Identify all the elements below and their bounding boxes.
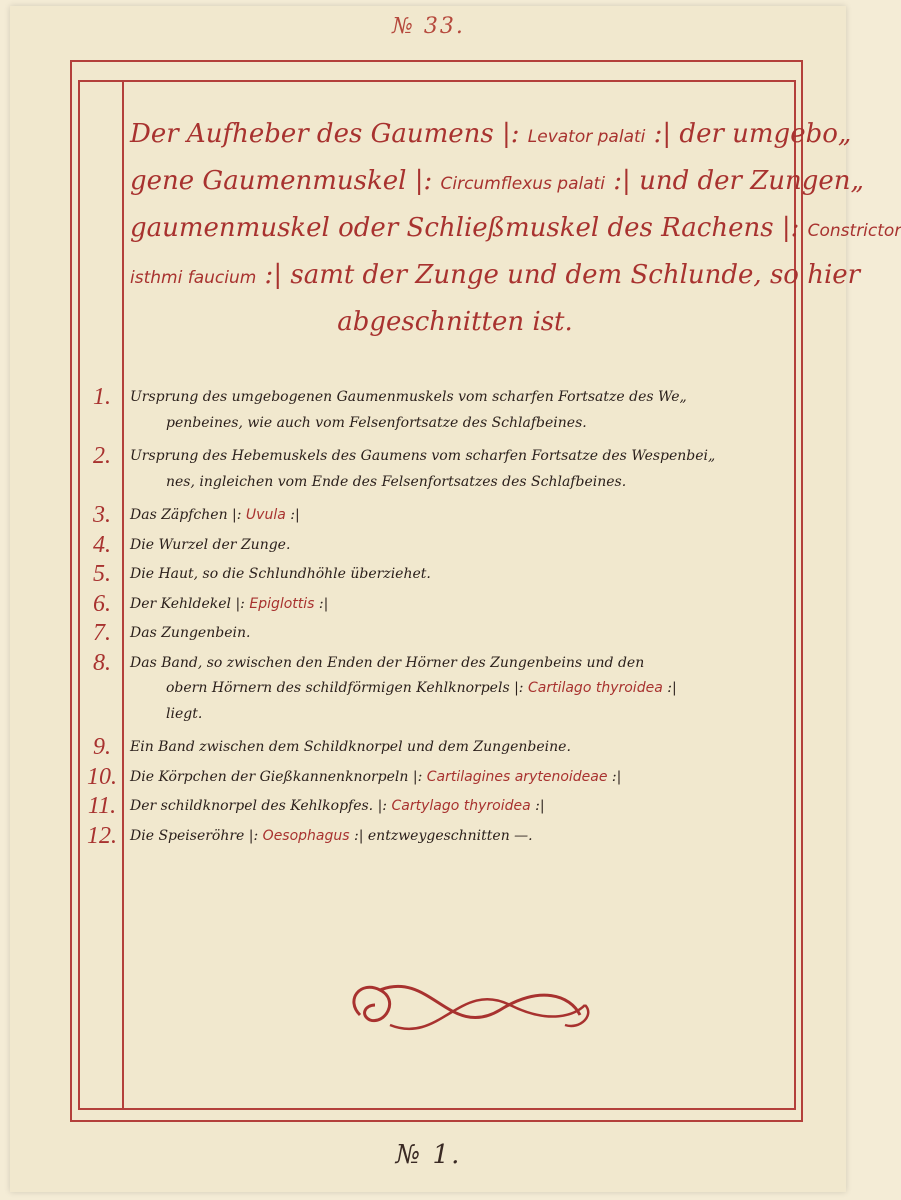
item-number: 10.	[87, 763, 117, 790]
title-latin-term: Circumflexus palati	[440, 174, 606, 194]
title-block	[130, 112, 901, 344]
list-item	[80, 824, 795, 850]
item-segment: Der schildknorpel des Kehlkopfes. |:	[130, 798, 392, 814]
item-line	[130, 651, 795, 677]
item-text	[124, 503, 795, 529]
item-line	[130, 676, 795, 702]
item-text	[124, 533, 795, 559]
item-number: 8.	[93, 649, 111, 676]
list-item	[80, 794, 795, 820]
title-text: gaumenmuskel oder Schließmuskel des Rachens |:	[130, 213, 808, 243]
latin-term: Oesophagus	[262, 827, 350, 844]
item-line	[130, 503, 795, 529]
item-segment: :|	[607, 768, 622, 785]
latin-term: Epiglottis	[249, 595, 315, 612]
title-text: abgeschnitten ist.	[337, 307, 573, 337]
item-text	[124, 824, 795, 850]
list-item	[80, 621, 795, 647]
list-item	[80, 562, 795, 588]
list-item	[80, 765, 795, 791]
item-line	[130, 621, 795, 647]
item-number: 9.	[93, 734, 111, 760]
item-segment: :|	[314, 595, 329, 612]
title-latin-term: Levator palati	[527, 127, 646, 147]
item-segment: :|	[530, 798, 545, 814]
page-number-top: № 33.	[392, 14, 465, 39]
list-item	[80, 592, 795, 618]
item-line	[130, 702, 795, 728]
item-text	[124, 765, 795, 791]
title-text: :| der umgebo„	[645, 119, 852, 149]
ornamental-flourish	[340, 970, 600, 1050]
title-text: :| und der Zungen„	[605, 166, 865, 196]
item-segment: :| entzweygeschnitten —.	[349, 827, 533, 844]
item-line	[130, 470, 795, 496]
item-text	[124, 592, 795, 618]
item-number: 5.	[93, 561, 111, 587]
item-segment: Die Haut, so die Schlundhöhle überziehet.	[130, 566, 431, 582]
item-number: 7.	[93, 620, 111, 646]
title-line	[130, 159, 865, 206]
item-number: 12.	[87, 822, 117, 849]
item-segment: Das Zäpfchen |:	[130, 507, 246, 523]
item-line	[130, 765, 795, 791]
item-segment: Ein Band zwischen dem Schildknorpel und dem Zungenbeine.	[130, 739, 571, 755]
latin-term: Uvula	[245, 507, 286, 523]
item-line	[130, 385, 795, 411]
title-text: gene Gaumenmuskel |:	[130, 166, 441, 196]
item-text	[124, 621, 795, 647]
item-line	[130, 411, 795, 437]
title-line	[130, 112, 852, 159]
list-item	[80, 651, 795, 728]
item-segment: Ursprung des umgebogenen Gaumenmuskels vom scharfen Fortsatze des We„	[130, 389, 687, 405]
item-line	[130, 794, 795, 820]
item-line	[130, 444, 795, 470]
list-item	[80, 735, 795, 761]
item-segment: :|	[285, 507, 300, 523]
item-line	[130, 533, 795, 559]
latin-term: Cartilago thyroidea	[527, 680, 663, 696]
item-segment: liegt.	[166, 705, 203, 722]
title-text: :| samt der Zunge und dem Schlunde, so hier	[256, 260, 861, 290]
item-segment: Das Zungenbein.	[130, 625, 251, 641]
title-latin-term: Constrictor	[807, 221, 901, 241]
item-segment: nes, ingleichen vom Ende des Felsenfortsatzes des Schlafbeines.	[166, 473, 627, 490]
item-line	[130, 824, 795, 850]
list-item	[80, 385, 795, 436]
item-number: 11.	[87, 793, 117, 819]
numbered-list	[80, 385, 795, 853]
item-number: 3.	[93, 502, 111, 528]
list-item	[80, 444, 795, 495]
title-line	[130, 253, 861, 300]
item-text	[124, 562, 795, 588]
item-segment: :|	[662, 680, 677, 696]
item-segment: Das Band, so zwischen den Enden der Hörner des Zungenbeins und den	[130, 654, 645, 671]
item-number: 1.	[93, 384, 111, 410]
item-segment: Die Körpchen der Gießkannenknorpeln |:	[130, 768, 427, 785]
item-number: 4.	[93, 531, 111, 558]
item-text	[124, 444, 795, 495]
item-line	[130, 592, 795, 618]
item-line	[130, 562, 795, 588]
item-text	[124, 385, 795, 436]
item-text	[124, 651, 795, 728]
item-segment: Der Kehldekel |:	[130, 595, 250, 612]
list-item	[80, 533, 795, 559]
list-item	[80, 503, 795, 529]
item-segment: obern Hörnern des schildförmigen Kehlknorpels |:	[166, 680, 528, 696]
page-number-bottom: № 1.	[395, 1140, 462, 1170]
item-segment: Die Speiseröhre |:	[130, 827, 263, 844]
item-segment: Die Wurzel der Zunge.	[130, 536, 291, 553]
title-line	[130, 300, 780, 344]
latin-term: Cartilagines arytenoideae	[426, 768, 608, 785]
item-segment: penbeines, wie auch vom Felsenfortsatze des Schlafbeines.	[166, 414, 587, 431]
title-text: Der Aufheber des Gaumens |:	[130, 119, 528, 149]
item-number: 2.	[93, 443, 111, 469]
title-latin-term: isthmi faucium	[130, 268, 257, 288]
latin-term: Cartylago thyroidea	[391, 798, 531, 814]
item-text	[124, 735, 795, 761]
item-segment: Ursprung des Hebemuskels des Gaumens vom scharfen Fortsatze des Wespenbei„	[130, 448, 716, 464]
item-number: 6.	[93, 590, 111, 617]
title-line	[130, 206, 901, 253]
item-text	[124, 794, 795, 820]
item-line	[130, 735, 795, 761]
